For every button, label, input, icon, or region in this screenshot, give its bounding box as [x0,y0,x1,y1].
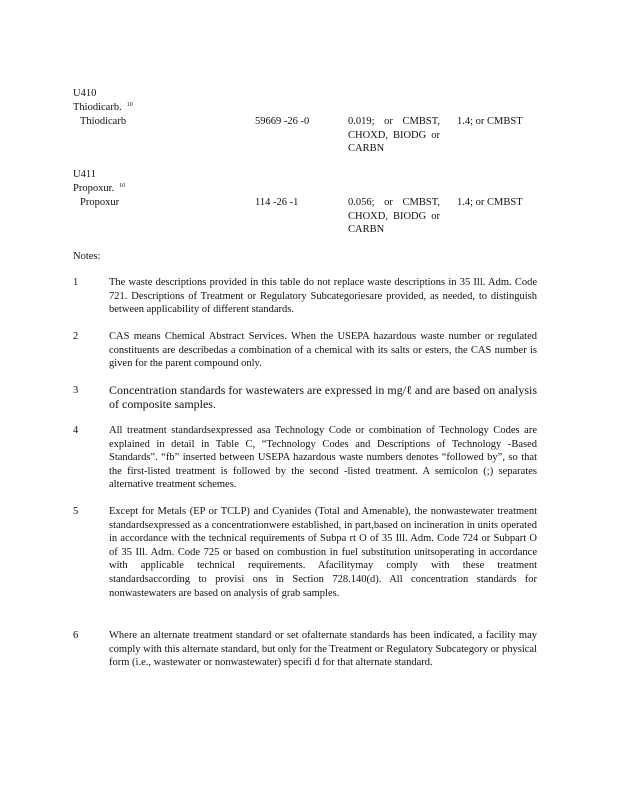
note-text: CAS means Chemical Abstract Services. When the USEPA hazardous waste number or regulated constituents are describedas a combination of a chemical with its salts or esters, the CAS number is given for the parent compound only. [109,331,537,370]
waste-name [73,101,133,115]
note-text: All treatment standardsexpressed asa Technology Code or combination of Technology Codes are explained in detail in Table C, “Technology Codes and Descriptions of Technology -Based Standards”. “fb” inserted between USEPA hazardous waste numbers denotes “followed by”, so that the first-listed treatment is followed by the second -listed treatment. A semicolon (;) separates alternative treatment schemes. [109,425,537,491]
constituent-name: Thiodicarb [80,116,127,127]
waste-name-text: Thiodicarb. [73,102,122,113]
note-text: Concentration standards for wastewaters are expressed in mg/ℓ and are based on analysis of composite samples. [109,383,537,411]
note-number: 3 [73,385,79,396]
wastewater-standard: 0.056; or CMBST, CHOXD, BIODG or CARBN [348,197,440,236]
note-number: 6 [73,630,79,641]
note-number: 2 [73,331,79,342]
waste-code: U411 [73,169,96,180]
note-text: Except for Metals (EP or TCLP) and Cyanides (Total and Amenable), the nonwastewater treatment standardsexpressed as a concentrationwere established, in part,based on incineration in units operated in accordance with the technical requirements of Subpa rt O of 35 Ill. Adm. Code 724 or Subpart O of 35 Ill. Adm. Code 725 or based on combustion in fuel substitution unitsoperating in accordance with applicable technical requirements. Afacilitymay comply with these treatment standardsaccording to provisi ons in Section 728.140(d). All concentration standards for nonwastewaters are based on analysis of grab samples. [109,506,537,599]
cas-number: 59669 -26 -0 [255,116,310,127]
wastewater-standard: 0.019; or CMBST, CHOXD, BIODG or CARBN [348,116,440,155]
nonwastewater-standard: 1.4; or CMBST [457,116,523,127]
note-number: 4 [73,425,79,436]
note-text: The waste descriptions provided in this table do not replace waste descriptions in 35 Ill. Adm. Code 721. Descriptions of Treatment or Regulatory Subcategoriesare provided, as needed, to distinguish between applicability of different standards. [109,277,537,316]
cas-number: 114 -26 -1 [255,197,299,208]
note-text: Where an alternate treatment standard or set ofalternate standards has been indicated, a facility may comply with this alternate standard, but only for the Treatment or Regulatory Subcategory or physical form (i.e., wastewater or nonwastewater) specifi d for that alternate standard. [109,630,537,669]
footnote-ref: 10 [126,102,133,108]
note-number: 5 [73,506,79,517]
footnote-ref: 10 [119,183,126,189]
notes-heading: Notes: [73,251,101,262]
waste-name-text: Propoxur. [73,183,115,194]
constituent-name: Propoxur [80,197,120,208]
note-number: 1 [73,277,79,288]
waste-name [73,182,125,196]
waste-code: U410 [73,88,97,99]
nonwastewater-standard: 1.4; or CMBST [457,197,523,208]
